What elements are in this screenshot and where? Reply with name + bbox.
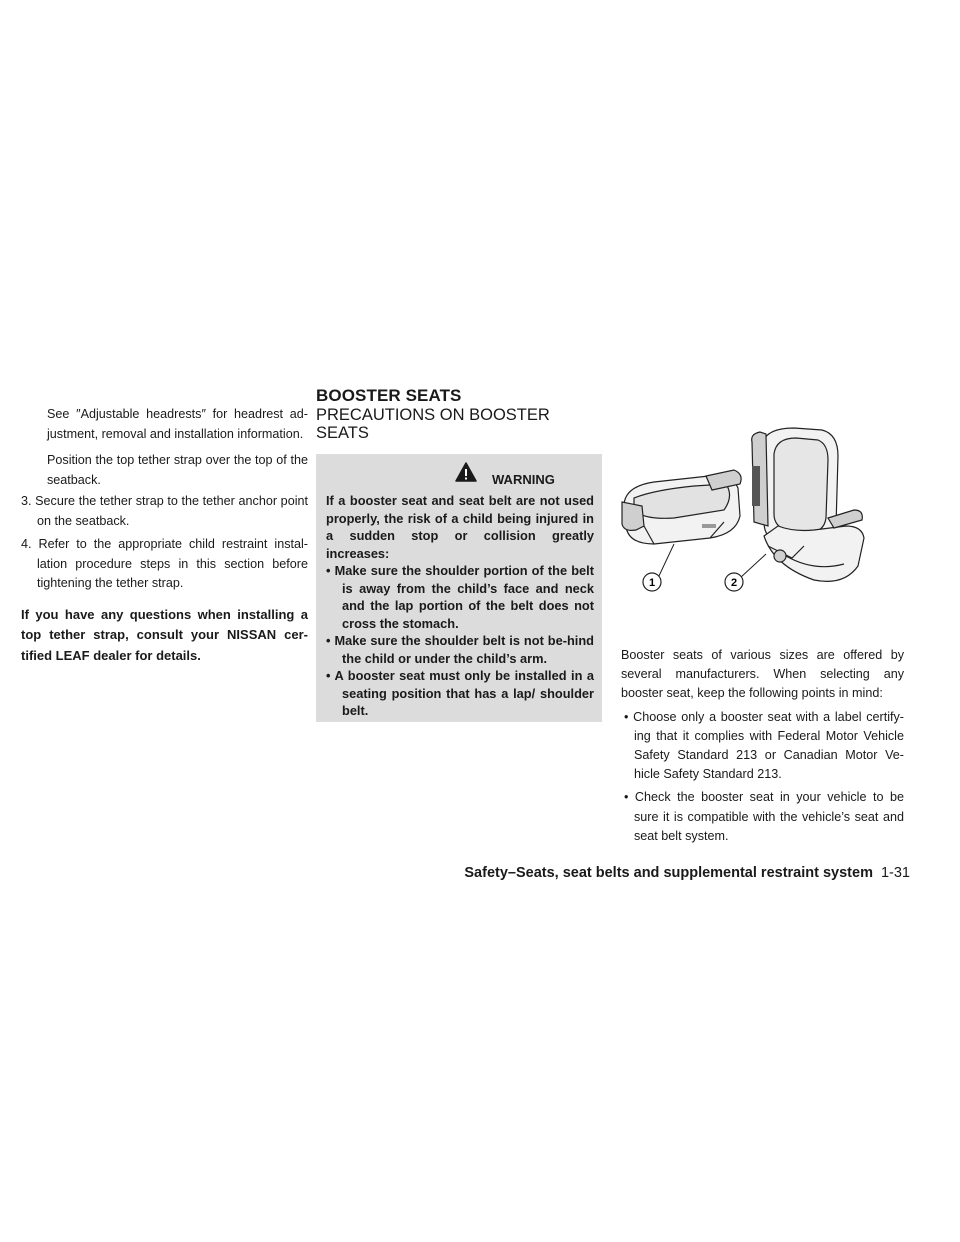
footer-section-title: Safety–Seats, seat belts and supplemental restraint system (464, 865, 873, 881)
subsection-title-line1: PRECAUTIONS ON BOOSTER (316, 406, 550, 424)
page-footer (464, 865, 910, 881)
warning-item: • Make sure the shoulder belt is not be-hind the child or under the child’s arm. (326, 633, 594, 666)
list-item: • Choose only a booster seat with a label certify-ing that it complies with Federal Motor Vehicle Safety Standard 213 or Canadian Motor Ve-hicle Safety Standard 213. (624, 709, 904, 782)
warning-body (326, 492, 594, 720)
warning-item: • Make sure the shoulder portion of the belt is away from the child’s face and neck and the lap portion of the belt does not cross the stomach. (326, 563, 594, 631)
booster-seats-illustration (614, 426, 904, 616)
callout-2: 2 (730, 577, 738, 589)
step-3: 3. Secure the tether strap to the tether anchor point on the seatback. (21, 494, 308, 528)
backless-booster-seat (622, 470, 741, 544)
tether-position-text: Position the top tether strap over the top of the seatback. (47, 453, 308, 487)
left-column (21, 405, 308, 666)
warning-box (316, 454, 602, 722)
page-number: 1-31 (880, 865, 910, 881)
booster-seats-heading-block (316, 386, 602, 442)
warning-intro: If a booster seat and seat belt are not used properly, the risk of a child being injured in a sudden stop or collision greatly increases: (326, 493, 594, 561)
section-title: BOOSTER SEATS (316, 386, 462, 405)
list-item: • Check the booster seat in your vehicle to be sure it is compatible with the vehicle’s seat and seat belt system. (624, 790, 904, 843)
subsection-title-line2: SEATS (316, 424, 369, 442)
callout-1: 1 (648, 577, 656, 589)
dealer-note: If you have any questions when installing a top tether strap, consult your NISSAN cer-tified LEAF dealer for details. (21, 606, 308, 663)
highback-booster-seat (752, 428, 864, 581)
warning-title: WARNING (492, 472, 555, 487)
step-4: 4. Refer to the appropriate child restraint instal-lation procedure steps in this section before tightening the tether strap. (21, 537, 308, 590)
subsection-title (316, 406, 602, 442)
warning-triangle-icon (455, 462, 477, 482)
headrest-reference-text: See ″Adjustable headrests″ for headrest ad-justment, removal and installation information. (47, 407, 308, 441)
booster-intro-text: Booster seats of various sizes are offered by several manufacturers. When selecting any booster seat, keep the following points in mind: (621, 648, 904, 701)
right-column (621, 646, 904, 846)
warning-item: • A booster seat must only be installed in a seating position that has a lap/ shoulder belt. (326, 668, 594, 718)
